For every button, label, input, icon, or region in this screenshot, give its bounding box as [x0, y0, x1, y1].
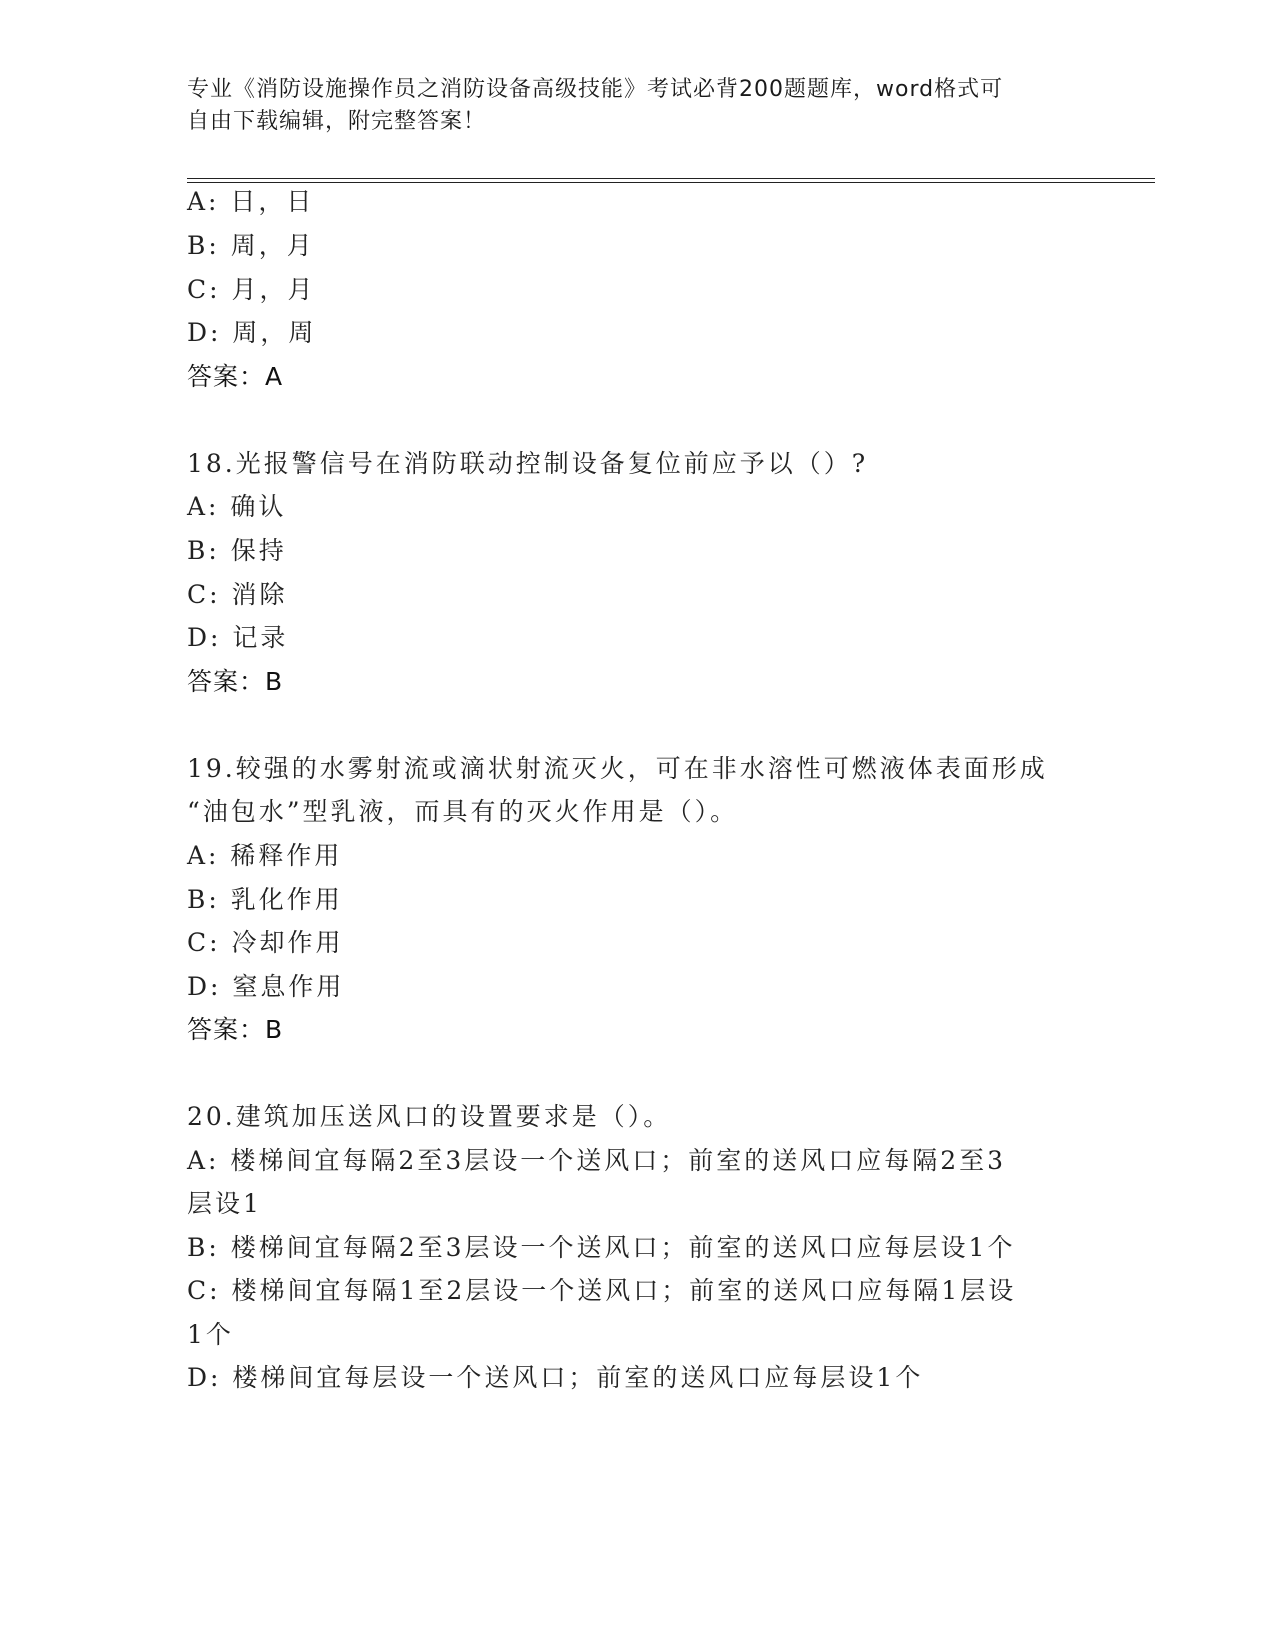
- prev-option-b: B: 周，月: [187, 231, 315, 260]
- q18-option-c: C: 消除: [187, 580, 288, 609]
- q20-stem: 20.建筑加压送风口的设置要求是（）。: [187, 1102, 672, 1131]
- prev-option-d: D: 周，周: [187, 318, 317, 347]
- q19-option-a: A: 稀释作用: [187, 841, 343, 870]
- prev-answer: 答案：A: [187, 362, 284, 391]
- document-header: [187, 74, 1067, 138]
- q18-answer: 答案：B: [187, 667, 284, 696]
- q20-option-a-line-1: A: 楼梯间宜每隔2至3层设一个送风口；前室的送风口应每隔2至3: [187, 1146, 1007, 1175]
- q19-stem-line-2: “油包水”型乳液，而具有的灭火作用是（）。: [187, 797, 739, 826]
- q19-option-c: C: 冷却作用: [187, 928, 344, 957]
- q20-option-b: B: 楼梯间宜每隔2至3层设一个送风口；前室的送风口应每层设1个: [187, 1233, 1016, 1262]
- q19-answer: 答案：B: [187, 1015, 284, 1044]
- q18-option-d: D: 记录: [187, 623, 289, 652]
- q18-stem: 18.光报警信号在消防联动控制设备复位前应予以（）?: [187, 449, 869, 478]
- q20-option-a-line-2: 层设1: [187, 1189, 262, 1218]
- q20-option-c-line-1: C: 楼梯间宜每隔1至2层设一个送风口；前室的送风口应每隔1层设: [187, 1276, 1017, 1305]
- q20-option-c-line-2: 1个: [187, 1320, 234, 1349]
- header-line-1: 专业《消防设施操作员之消防设备高级技能》考试必背200题题库，word格式可: [187, 77, 1004, 102]
- header-line-2: 自由下载编辑，附完整答案！: [187, 109, 487, 134]
- q20-option-d: D: 楼梯间宜每层设一个送风口；前室的送风口应每层设1个: [187, 1363, 924, 1392]
- prev-option-c: C: 月，月: [187, 275, 316, 304]
- prev-option-a: A: 日，日: [187, 187, 315, 216]
- header-divider-top: [187, 178, 1155, 179]
- header-divider-bottom: [187, 182, 1155, 183]
- q19-option-b: B: 乳化作用: [187, 885, 343, 914]
- q18-option-b: B: 保持: [187, 536, 287, 565]
- q18-option-a: A: 确认: [187, 492, 287, 521]
- q19-option-d: D: 窒息作用: [187, 972, 345, 1001]
- q19-stem-line-1: 19.较强的水雾射流或滴状射流灭火，可在非水溶性可燃液体表面形成: [187, 754, 1048, 783]
